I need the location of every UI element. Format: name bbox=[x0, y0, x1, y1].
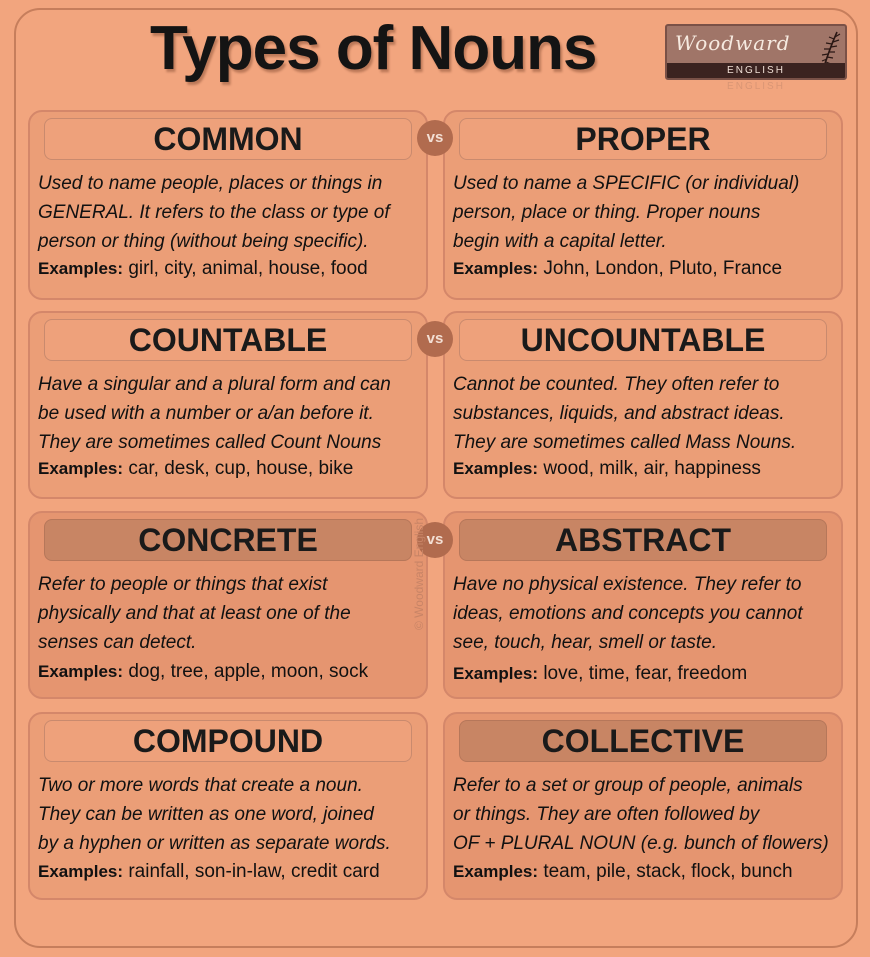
card-title: ABSTRACT bbox=[459, 519, 827, 561]
card-examples bbox=[453, 258, 837, 280]
card-common bbox=[28, 110, 428, 300]
card-description: Refer to people or things that exist physically and that at least one of the senses can detect. bbox=[38, 574, 351, 653]
card-description: Two or more words that create a noun. They can be written as one word, joined by a hyphen or written as separate words. bbox=[38, 775, 391, 854]
card-examples bbox=[38, 861, 422, 883]
examples-text: rainfall, son-in-law, credit card bbox=[128, 861, 380, 882]
card-countable bbox=[28, 311, 428, 499]
card-description: Have no physical existence. They refer to ideas, emotions and concepts you cannot see, touch, hear, smell or taste. bbox=[453, 574, 803, 653]
woodward-english-logo bbox=[665, 24, 847, 80]
logo-reflection: ENGLISH bbox=[727, 81, 785, 92]
examples-text: wood, milk, air, happiness bbox=[543, 458, 761, 479]
card-examples bbox=[453, 663, 837, 685]
logo-brand: Woodward bbox=[675, 31, 791, 55]
card-examples bbox=[38, 258, 422, 280]
card-title: COUNTABLE bbox=[44, 319, 412, 361]
examples-text: love, time, fear, freedom bbox=[543, 663, 748, 684]
card-description: Have a singular and a plural form and can be used with a number or a/an before it. They are sometimes called Count Nouns bbox=[38, 374, 391, 453]
card-title: CONCRETE bbox=[44, 519, 412, 561]
vs-badge: vs bbox=[417, 321, 453, 357]
card-description: Cannot be counted. They often refer to substances, liquids, and abstract ideas. They are sometimes called Mass Nouns. bbox=[453, 374, 797, 453]
logo-sub: ENGLISH bbox=[667, 63, 845, 78]
vs-badge: vs bbox=[417, 522, 453, 558]
card-title: PROPER bbox=[459, 118, 827, 160]
page-title: Types of Nouns bbox=[150, 14, 597, 83]
examples-label: Examples: bbox=[453, 664, 539, 683]
card-concrete bbox=[28, 511, 428, 699]
card-title: COLLECTIVE bbox=[459, 720, 827, 762]
card-title: COMMON bbox=[44, 118, 412, 160]
examples-text: John, London, Pluto, France bbox=[543, 258, 783, 279]
card-examples bbox=[453, 458, 837, 480]
examples-label: Examples: bbox=[453, 862, 539, 881]
examples-label: Examples: bbox=[38, 862, 124, 881]
card-description: Used to name people, places or things in GENERAL. It refers to the class or type of person or thing (without being specific). bbox=[38, 173, 390, 252]
card-description: Refer to a set or group of people, animals or things. They are often followed by OF + PLURAL NOUN (e.g. bunch of flowers) bbox=[453, 775, 829, 854]
examples-text: team, pile, stack, flock, bunch bbox=[543, 861, 793, 882]
card-examples bbox=[38, 458, 422, 480]
copyright-watermark: © Woodward English bbox=[412, 517, 426, 630]
card-description: Used to name a SPECIFIC (or individual) person, place or thing. Proper nouns begin with a capital letter. bbox=[453, 173, 800, 252]
examples-label: Examples: bbox=[453, 259, 539, 278]
vs-badge: vs bbox=[417, 120, 453, 156]
card-abstract bbox=[443, 511, 843, 699]
card-proper bbox=[443, 110, 843, 300]
card-examples bbox=[38, 661, 422, 683]
card-title: COMPOUND bbox=[44, 720, 412, 762]
examples-label: Examples: bbox=[38, 662, 124, 681]
card-uncountable bbox=[443, 311, 843, 499]
examples-text: dog, tree, apple, moon, sock bbox=[128, 661, 369, 682]
examples-label: Examples: bbox=[38, 459, 124, 478]
card-title: UNCOUNTABLE bbox=[459, 319, 827, 361]
card-collective bbox=[443, 712, 843, 900]
examples-text: girl, city, animal, house, food bbox=[128, 258, 368, 279]
examples-text: car, desk, cup, house, bike bbox=[128, 458, 354, 479]
examples-label: Examples: bbox=[453, 459, 539, 478]
examples-label: Examples: bbox=[38, 259, 124, 278]
card-compound bbox=[28, 712, 428, 900]
card-examples bbox=[453, 861, 837, 883]
